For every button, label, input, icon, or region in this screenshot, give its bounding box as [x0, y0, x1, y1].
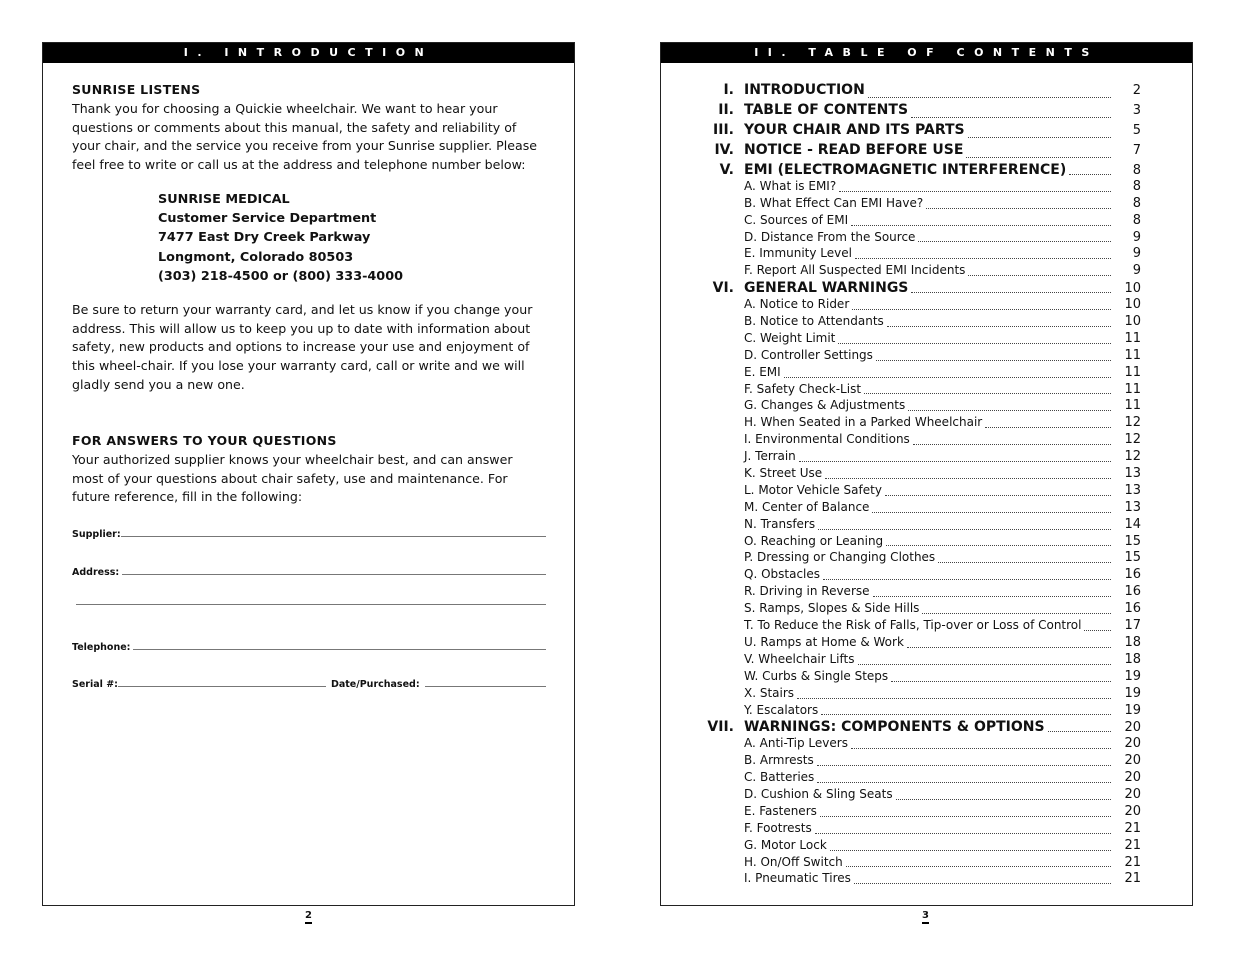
toc-entry[interactable]	[701, 263, 1141, 280]
toc-title: H. On/Off Switch	[744, 854, 843, 869]
toc-leader	[799, 461, 1111, 462]
toc-leader	[854, 883, 1111, 884]
toc-leader	[911, 117, 1111, 118]
date-label: Date/Purchased:	[330, 679, 420, 690]
toc-entry[interactable]	[701, 618, 1141, 635]
toc-entry[interactable]	[701, 415, 1141, 432]
toc-numeral: VI.	[712, 280, 734, 297]
toc-entry[interactable]	[701, 432, 1141, 449]
toc-title: F. Report All Suspected EMI Incidents	[744, 263, 966, 278]
toc-leader	[817, 765, 1111, 766]
toc-entry[interactable]	[701, 871, 1141, 888]
heading-sunrise-listens: SUNRISE LISTENS	[72, 82, 201, 97]
address-line: 7477 East Dry Creek Parkway	[158, 230, 371, 246]
toc-leader	[886, 545, 1111, 546]
toc-page: 14	[1124, 516, 1141, 532]
toc-leader	[815, 833, 1111, 834]
toc-entry[interactable]	[701, 804, 1141, 821]
toc-page: 21	[1124, 871, 1141, 887]
toc-entry[interactable]	[701, 703, 1141, 720]
page-number: 3	[922, 910, 929, 924]
toc-page: 20	[1124, 786, 1141, 802]
toc-entry[interactable]	[701, 179, 1141, 196]
toc-entry[interactable]	[701, 550, 1141, 567]
toc-page: 11	[1124, 381, 1141, 397]
toc-page: 12	[1124, 415, 1141, 431]
toc-leader	[966, 157, 1111, 158]
toc-page: 7	[1132, 143, 1141, 158]
toc-leader	[968, 275, 1111, 276]
address-field-line2[interactable]	[76, 604, 546, 608]
toc-leader	[797, 698, 1111, 699]
toc-title: D. Controller Settings	[744, 347, 873, 362]
toc-title: WARNINGS: COMPONENTS & OPTIONS	[744, 719, 1045, 736]
toc-title: I. Environmental Conditions	[744, 432, 910, 447]
toc-title: EMI (ELECTROMAGNETIC INTERFERENCE)	[744, 162, 1067, 178]
supplier-field[interactable]	[72, 529, 546, 540]
toc-entry[interactable]	[701, 838, 1141, 855]
toc-page: 10	[1124, 297, 1141, 313]
toc-entry[interactable]	[701, 719, 1141, 736]
toc-page: 10	[1124, 281, 1141, 297]
toc-leader	[872, 512, 1111, 513]
page-number: 2	[305, 910, 312, 924]
toc-page: 9	[1132, 263, 1141, 279]
toc-page: 20	[1124, 753, 1141, 769]
toc-page: 8	[1132, 195, 1141, 211]
toc-title: K. Street Use	[744, 466, 823, 481]
toc-leader	[908, 410, 1111, 411]
toc-leader	[818, 529, 1111, 530]
warranty-paragraph: Be sure to return your warranty card, and let us know if you change your address. This will allow us to keep you up to date with information about safety, new products and options to increase your use and enjoyment of this wheel-chair. If you lose your warranty card, call or write and we will gladly send you a new one.	[72, 302, 533, 392]
toc-title: G. Motor Lock	[744, 837, 827, 852]
toc-entry[interactable]	[701, 398, 1141, 415]
introduction-page	[42, 42, 575, 906]
toc-title: U. Ramps at Home & Work	[744, 634, 904, 649]
toc-entry[interactable]	[701, 230, 1141, 247]
toc-title: GENERAL WARNINGS	[744, 280, 909, 297]
toc-page: 11	[1124, 398, 1141, 414]
toc-page: 21	[1124, 837, 1141, 853]
toc-leader	[820, 816, 1111, 817]
toc-page: 18	[1124, 634, 1141, 650]
toc-entry[interactable]	[701, 297, 1141, 314]
toc-entry[interactable]	[701, 652, 1141, 669]
toc-entry[interactable]	[701, 449, 1141, 466]
address-line: (303) 218-4500 or (800) 333-4000	[158, 268, 404, 284]
toc-entry[interactable]	[701, 567, 1141, 584]
toc-title: TABLE OF CONTENTS	[744, 102, 909, 118]
toc-page: 11	[1124, 347, 1141, 363]
toc-leader	[1069, 174, 1111, 175]
toc-title: NOTICE - READ BEFORE USE	[744, 142, 964, 158]
toc-title: F. Safety Check-List	[744, 381, 862, 396]
toc-page: 16	[1124, 584, 1141, 600]
toc-entry[interactable]	[701, 669, 1141, 686]
toc-leader	[911, 292, 1111, 293]
toc-title: Q. Obstacles	[744, 567, 821, 582]
toc-entry[interactable]	[701, 483, 1141, 500]
toc-leader	[817, 782, 1111, 783]
address-line: Customer Service Department	[158, 211, 377, 227]
toc-title: INTRODUCTION	[744, 82, 865, 98]
toc-leader	[839, 191, 1111, 192]
toc-entry[interactable]	[701, 466, 1141, 483]
toc-leader	[823, 579, 1111, 580]
toc-leader	[968, 137, 1111, 138]
toc-leader	[918, 241, 1111, 242]
toc-leader	[1048, 731, 1111, 732]
toc-leader	[852, 309, 1111, 310]
toc-entry[interactable]	[701, 686, 1141, 703]
toc-entry[interactable]	[701, 601, 1141, 618]
toc-title: B. What Effect Can EMI Have?	[744, 195, 924, 210]
address-line: Longmont, Colorado 80503	[158, 249, 354, 265]
toc-title: B. Armrests	[744, 753, 814, 768]
toc-entry[interactable]	[701, 534, 1141, 551]
toc-leader	[821, 714, 1111, 715]
toc-page: 12	[1124, 432, 1141, 448]
toc-page: 13	[1124, 466, 1141, 482]
toc-leader	[851, 225, 1111, 226]
table-of-contents-page	[660, 42, 1193, 906]
toc-leader	[855, 258, 1111, 259]
toc-page: 5	[1132, 123, 1141, 138]
telephone-field[interactable]	[72, 642, 546, 653]
toc-entry[interactable]	[701, 196, 1141, 213]
toc-leader	[985, 427, 1111, 428]
toc-title: C. Batteries	[744, 770, 815, 785]
toc-title: D. Distance From the Source	[744, 229, 916, 244]
toc-title: S. Ramps, Slopes & Side Hills	[744, 601, 920, 616]
toc-page: 8	[1132, 212, 1141, 228]
toc-entry[interactable]	[701, 517, 1141, 534]
serial-label: Serial #:	[72, 679, 118, 690]
toc-numeral: III.	[713, 122, 734, 138]
serial-date-field[interactable]	[72, 679, 546, 690]
toc-numeral: IV.	[714, 142, 734, 158]
section-header: II. TABLE OF CONTENTS	[661, 43, 1192, 63]
toc-page: 8	[1132, 178, 1141, 194]
toc-entry[interactable]	[701, 280, 1141, 297]
toc-title: G. Changes & Adjustments	[744, 398, 906, 413]
toc-entry[interactable]	[701, 162, 1141, 179]
toc-leader	[922, 613, 1111, 614]
toc-title: N. Transfers	[744, 516, 816, 531]
toc-entry[interactable]	[701, 382, 1141, 399]
toc-entry[interactable]	[701, 635, 1141, 652]
address-label: Address:	[72, 567, 120, 578]
toc-page: 15	[1124, 533, 1141, 549]
toc-title: R. Driving in Reverse	[744, 584, 870, 599]
toc-leader	[891, 681, 1111, 682]
toc-entry[interactable]	[701, 500, 1141, 517]
toc-title: W. Curbs & Single Steps	[744, 668, 889, 683]
toc-list	[701, 82, 1141, 888]
toc-title: J. Terrain	[744, 449, 796, 464]
toc-leader	[913, 444, 1111, 445]
toc-title: E. EMI	[744, 364, 781, 379]
toc-entry[interactable]	[701, 770, 1141, 787]
toc-leader	[846, 866, 1111, 867]
toc-title: I. Pneumatic Tires	[744, 871, 851, 886]
telephone-label: Telephone:	[72, 642, 131, 653]
heading-answers: FOR ANSWERS TO YOUR QUESTIONS	[72, 433, 337, 448]
toc-leader	[868, 97, 1111, 98]
section-header: I. INTRODUCTION	[43, 43, 574, 63]
toc-page: 13	[1124, 482, 1141, 498]
toc-leader	[938, 562, 1111, 563]
toc-page: 16	[1124, 601, 1141, 617]
toc-title: H. When Seated in a Parked Wheelchair	[744, 415, 983, 430]
toc-leader	[885, 495, 1111, 496]
toc-page: 20	[1124, 720, 1141, 736]
toc-page: 8	[1132, 163, 1141, 178]
address-line: SUNRISE MEDICAL	[158, 192, 290, 207]
toc-leader	[873, 596, 1111, 597]
toc-title: M. Center of Balance	[744, 499, 870, 514]
toc-entry[interactable]	[701, 736, 1141, 753]
toc-page: 12	[1124, 449, 1141, 465]
toc-page: 19	[1124, 685, 1141, 701]
toc-page: 11	[1124, 364, 1141, 380]
toc-page: 21	[1124, 820, 1141, 836]
toc-title: A. What is EMI?	[744, 178, 837, 193]
toc-page: 9	[1132, 229, 1141, 245]
contact-address	[158, 190, 403, 286]
toc-page: 19	[1124, 668, 1141, 684]
toc-page: 20	[1124, 803, 1141, 819]
toc-title: X. Stairs	[744, 685, 795, 700]
toc-title: C. Sources of EMI	[744, 212, 849, 227]
toc-page: 16	[1124, 567, 1141, 583]
supplier-paragraph: Your authorized supplier knows your wheelchair best, and can answer most of your questions about chair safety, use and maintenance. For future reference, fill in the following:	[72, 452, 513, 505]
toc-page: 11	[1124, 330, 1141, 346]
toc-page: 20	[1124, 736, 1141, 752]
toc-numeral: VII.	[707, 719, 734, 736]
toc-entry[interactable]	[701, 246, 1141, 263]
toc-leader	[864, 393, 1111, 394]
toc-leader	[851, 748, 1111, 749]
toc-title: A. Notice to Rider	[744, 297, 850, 312]
toc-page: 15	[1124, 550, 1141, 566]
toc-leader	[907, 647, 1111, 648]
toc-page: 17	[1124, 618, 1141, 634]
toc-leader	[926, 208, 1111, 209]
toc-page: 3	[1132, 103, 1141, 118]
toc-title: C. Weight Limit	[744, 330, 836, 345]
toc-leader	[858, 664, 1112, 665]
toc-title: L. Motor Vehicle Safety	[744, 482, 882, 497]
toc-page: 9	[1132, 246, 1141, 262]
toc-leader	[825, 478, 1111, 479]
toc-numeral: V.	[719, 162, 734, 178]
toc-leader	[830, 850, 1111, 851]
toc-title: E. Immunity Level	[744, 246, 852, 261]
toc-title: T. To Reduce the Risk of Falls, Tip-over or Loss of Control	[744, 618, 1082, 633]
toc-entry[interactable]	[701, 821, 1141, 838]
toc-entry[interactable]	[701, 348, 1141, 365]
toc-title: O. Reaching or Leaning	[744, 533, 884, 548]
toc-leader	[784, 377, 1111, 378]
supplier-label: Supplier:	[72, 529, 121, 540]
toc-leader	[896, 799, 1111, 800]
toc-entry[interactable]	[701, 787, 1141, 804]
toc-leader	[1084, 630, 1111, 631]
address-field[interactable]	[72, 567, 546, 578]
toc-title: V. Wheelchair Lifts	[744, 651, 855, 666]
toc-entry[interactable]	[701, 213, 1141, 230]
toc-page: 18	[1124, 651, 1141, 667]
toc-title: P. Dressing or Changing Clothes	[744, 550, 936, 565]
toc-title: YOUR CHAIR AND ITS PARTS	[744, 122, 965, 138]
toc-leader	[887, 326, 1111, 327]
toc-entry[interactable]	[701, 102, 1141, 122]
toc-title: E. Fasteners	[744, 803, 817, 818]
toc-title: Y. Escalators	[744, 702, 819, 717]
toc-entry[interactable]	[701, 331, 1141, 348]
intro-paragraph: Thank you for choosing a Quickie wheelchair. We want to hear your questions or comments about this manual, the safety and reliability of your chair, and the service you receive from your Sunrise supplier. Please feel free to write or call us at the address and telephone number below:	[72, 101, 538, 173]
toc-title: D. Cushion & Sling Seats	[744, 786, 893, 801]
toc-leader	[838, 343, 1111, 344]
toc-title: F. Footrests	[744, 820, 812, 835]
toc-page: 13	[1124, 499, 1141, 515]
toc-entry[interactable]	[701, 753, 1141, 770]
toc-title: B. Notice to Attendants	[744, 314, 884, 329]
toc-entry[interactable]	[701, 314, 1141, 331]
toc-numeral: II.	[718, 102, 734, 118]
toc-entry[interactable]	[701, 584, 1141, 601]
toc-page: 2	[1132, 83, 1141, 98]
toc-page: 20	[1124, 770, 1141, 786]
toc-leader	[876, 360, 1111, 361]
toc-page: 21	[1124, 854, 1141, 870]
toc-numeral: I.	[723, 82, 734, 98]
toc-title: A. Anti-Tip Levers	[744, 736, 848, 751]
toc-page: 19	[1124, 702, 1141, 718]
toc-entry[interactable]	[701, 365, 1141, 382]
toc-entry[interactable]	[701, 855, 1141, 872]
toc-entry[interactable]	[701, 142, 1141, 162]
toc-page: 10	[1124, 314, 1141, 330]
toc-entry[interactable]	[701, 82, 1141, 102]
toc-entry[interactable]	[701, 122, 1141, 142]
